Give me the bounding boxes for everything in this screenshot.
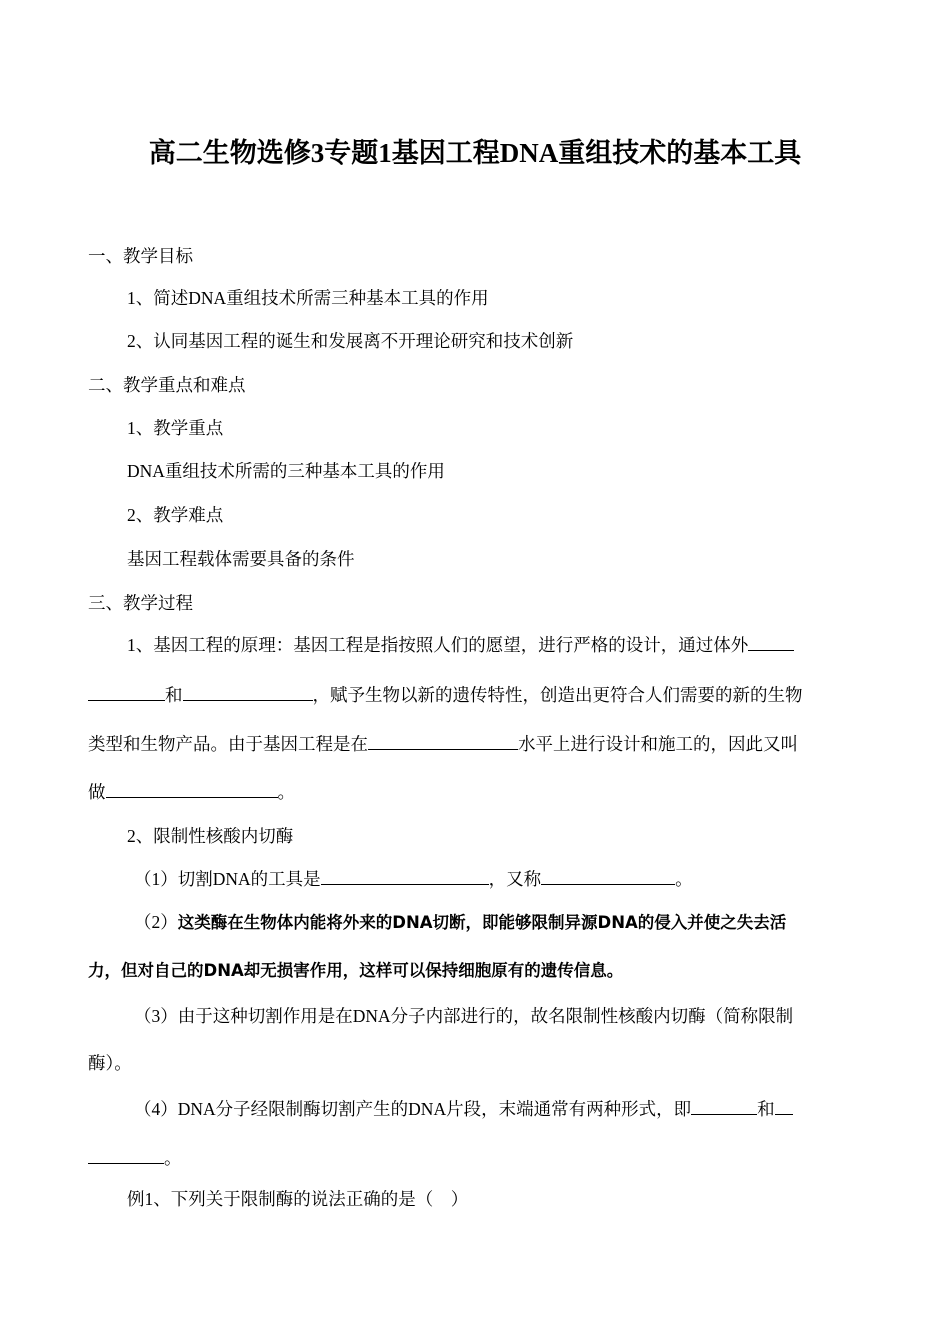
page-title: 高二生物选修3专题1基因工程DNA重组技术的基本工具 bbox=[148, 138, 802, 168]
fill-blank-7[interactable] bbox=[691, 1096, 757, 1115]
principle-text-f: 做 bbox=[88, 782, 106, 802]
key-point-text: DNA重组技术所需的三种基本工具的作用 bbox=[127, 461, 445, 481]
section-heading-process: 三、教学过程 bbox=[88, 593, 193, 613]
question-1-text-a: （1）切割DNA的工具是 bbox=[134, 869, 321, 889]
fill-blank-3[interactable] bbox=[368, 731, 518, 750]
question-2-line-2: 力，但对自己的DNA却无损害作用，这样可以保持细胞原有的遗传信息。 bbox=[88, 961, 624, 980]
fill-blank-4[interactable] bbox=[106, 779, 278, 798]
example-1: 例1、下列关于限制酶的说法正确的是（ ） bbox=[127, 1189, 469, 1209]
principle-line-3 bbox=[88, 731, 798, 757]
difficulty-text: 基因工程载体需要具备的条件 bbox=[127, 549, 355, 569]
section-heading-objectives: 一、教学目标 bbox=[88, 246, 193, 266]
question-2-line-1 bbox=[134, 909, 786, 936]
question-4-line-2 bbox=[88, 1145, 182, 1171]
question-1-text-c: 。 bbox=[675, 869, 693, 889]
restriction-enzyme-heading: 2、限制性核酸内切酶 bbox=[127, 826, 294, 846]
question-4-line-1 bbox=[134, 1096, 793, 1122]
principle-text-a: 1、基因工程的原理：基因工程是指按照人们的愿望，进行严格的设计，通过体外 bbox=[127, 635, 749, 655]
question-2-text-a: 这类酶在生物体内能将外来的DNA切断，即能够限制异源DNA的侵入并使之失去活 bbox=[177, 913, 787, 932]
fill-blank-8b[interactable] bbox=[88, 1145, 164, 1164]
question-2-number: （2） bbox=[134, 912, 178, 932]
question-4-text-a: （4）DNA分子经限制酶切割产生的DNA片段，末端通常有两种形式，即 bbox=[134, 1099, 692, 1119]
principle-line-1 bbox=[127, 632, 794, 658]
fill-blank-6[interactable] bbox=[541, 866, 675, 885]
question-4-text-b: 和 bbox=[757, 1099, 775, 1119]
principle-text-e: 水平上进行设计和施工的，因此又叫 bbox=[518, 734, 798, 754]
difficulty-heading: 2、教学难点 bbox=[127, 505, 224, 525]
principle-text-c: ，赋予生物以新的遗传特性，创造出更符合人们需要的新的生物 bbox=[312, 685, 803, 705]
fill-blank-5[interactable] bbox=[321, 866, 489, 885]
question-1-text-b: ，又称 bbox=[488, 869, 542, 889]
fill-blank-8a[interactable] bbox=[775, 1096, 793, 1115]
principle-text-b: 和 bbox=[165, 685, 183, 705]
fill-blank-2[interactable] bbox=[183, 682, 313, 701]
question-3-line-2: 酶）。 bbox=[88, 1053, 132, 1073]
principle-line-4 bbox=[88, 779, 295, 805]
fill-blank-1a[interactable] bbox=[748, 632, 794, 651]
objective-item-1: 1、简述DNA重组技术所需三种基本工具的作用 bbox=[127, 288, 489, 308]
key-point-heading: 1、教学重点 bbox=[127, 418, 224, 438]
principle-text-d: 类型和生物产品。由于基因工程是在 bbox=[88, 734, 368, 754]
fill-blank-1b[interactable] bbox=[88, 682, 165, 701]
question-1 bbox=[134, 866, 693, 892]
principle-line-2 bbox=[88, 682, 803, 708]
objective-item-2: 2、认同基因工程的诞生和发展离不开理论研究和技术创新 bbox=[127, 331, 574, 351]
question-4-text-c: 。 bbox=[164, 1148, 182, 1168]
principle-text-g: 。 bbox=[277, 782, 295, 802]
question-3-line-1: （3）由于这种切割作用是在DNA分子内部进行的，故名限制性核酸内切酶（简称限制 bbox=[134, 1006, 794, 1026]
section-heading-key-points: 二、教学重点和难点 bbox=[88, 375, 246, 395]
